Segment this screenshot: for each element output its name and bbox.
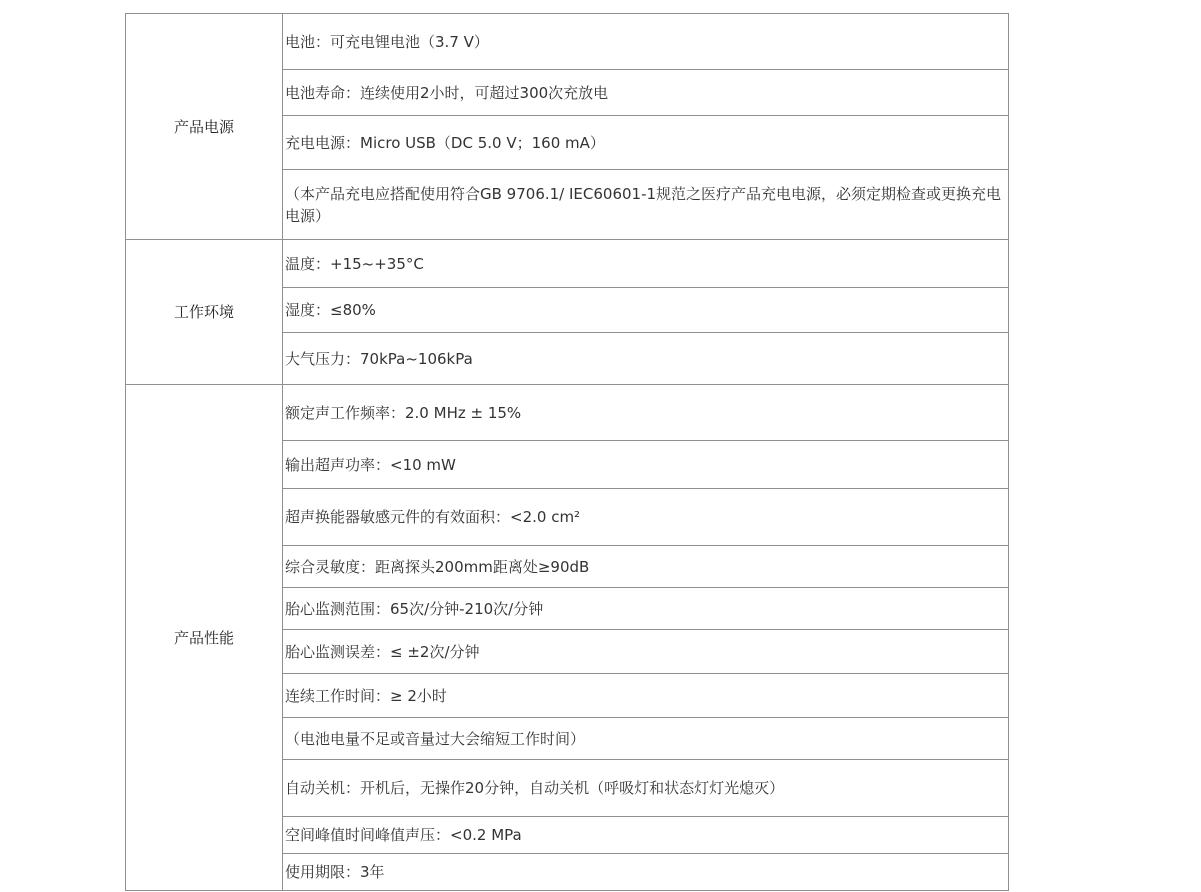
spec-value: 超声换能器敏感元件的有效面积：<2.0 cm²: [283, 489, 1009, 546]
table-row: [126, 240, 1009, 288]
spec-value: 连续工作时间：≥ 2小时: [283, 674, 1009, 718]
spec-value: 自动关机：开机后，无操作20分钟，自动关机（呼吸灯和状态灯灯光熄灭）: [283, 760, 1009, 817]
spec-value: 输出超声功率：<10 mW: [283, 441, 1009, 489]
spec-value: 充电电源：Micro USB（DC 5.0 V；160 mA）: [283, 116, 1009, 170]
spec-value: （本产品充电应搭配使用符合GB 9706.1/ IEC60601-1规范之医疗产品充电电源，必须定期检查或更换充电电源）: [283, 170, 1009, 240]
spec-value: 电池：可充电锂电池（3.7 V）: [283, 14, 1009, 70]
spec-value: 空间峰值时间峰值声压：<0.2 MPa: [283, 817, 1009, 854]
spec-value: 综合灵敏度：距离探头200mm距离处≥90dB: [283, 546, 1009, 588]
spec-table: [125, 13, 1009, 891]
spec-value: （电池电量不足或音量过大会缩短工作时间）: [283, 718, 1009, 760]
spec-value: 大气压力：70kPa~106kPa: [283, 333, 1009, 385]
spec-value: 湿度：≤80%: [283, 288, 1009, 333]
table-row: [126, 14, 1009, 70]
spec-value: 胎心监测误差：≤ ±2次/分钟: [283, 630, 1009, 674]
table-row: [126, 385, 1009, 441]
spec-value: 电池寿命：连续使用2小时，可超过300次充放电: [283, 70, 1009, 116]
category-environment: 工作环境: [126, 240, 283, 385]
category-power: 产品电源: [126, 14, 283, 240]
category-performance: 产品性能: [126, 385, 283, 891]
spec-value: 胎心监测范围：65次/分钟-210次/分钟: [283, 588, 1009, 630]
spec-value: 温度：+15~+35°C: [283, 240, 1009, 288]
spec-value: 额定声工作频率：2.0 MHz ± 15%: [283, 385, 1009, 441]
spec-value: 使用期限：3年: [283, 854, 1009, 891]
